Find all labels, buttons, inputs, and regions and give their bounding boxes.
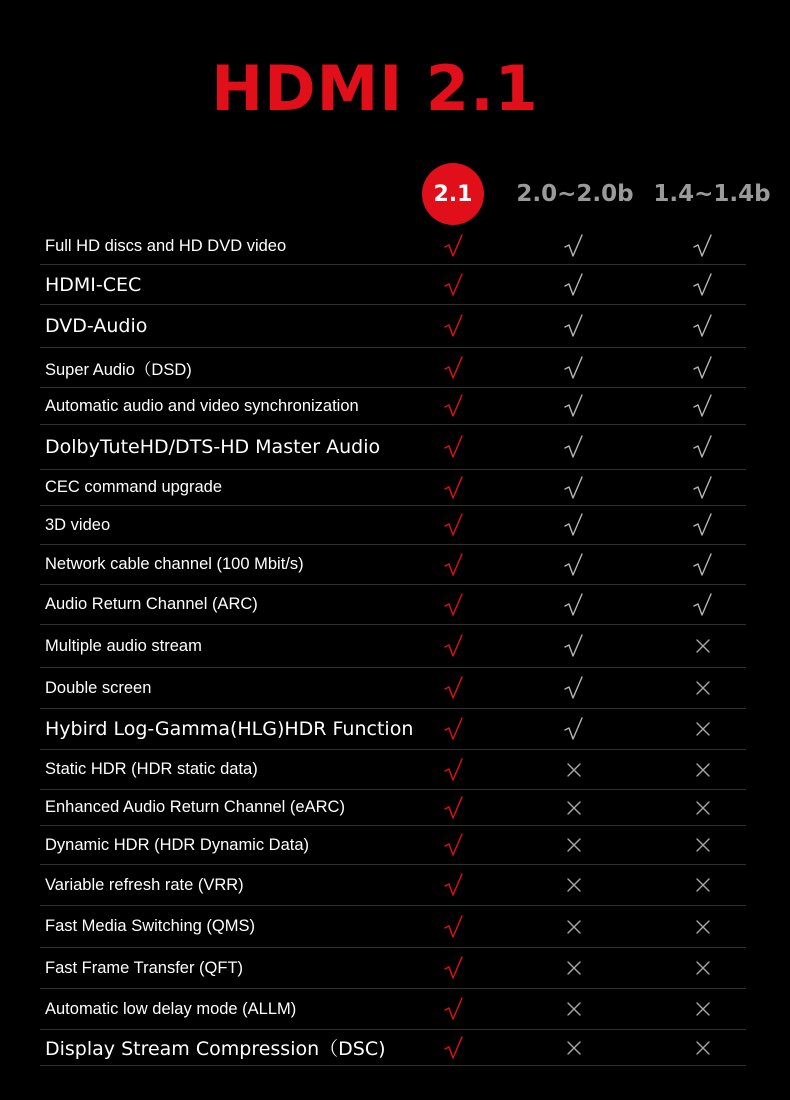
check-icon <box>439 790 469 825</box>
cross-mark-v1-4 <box>695 837 711 853</box>
table-row <box>40 906 746 948</box>
check-icon <box>559 625 589 667</box>
check-mark-v2-0 <box>563 314 585 338</box>
check-mark-v1-4 <box>692 476 714 500</box>
table-row <box>40 545 746 585</box>
check-icon <box>688 506 718 544</box>
check-mark-v2-1 <box>443 915 465 939</box>
cross-icon <box>559 750 589 789</box>
check-icon <box>439 826 469 864</box>
check-icon <box>559 425 589 469</box>
table-row <box>40 709 746 750</box>
check-mark-v2-0 <box>563 435 585 459</box>
cross-mark-v2-0 <box>566 1001 582 1017</box>
check-mark-v2-1 <box>443 1036 465 1060</box>
feature-label: CEC command upgrade <box>45 478 223 496</box>
check-icon <box>439 750 469 789</box>
cross-mark-v1-4 <box>695 1040 711 1056</box>
check-icon <box>559 348 589 387</box>
feature-label: DolbyTuteHD/DTS-HD Master Audio <box>45 436 381 458</box>
check-icon <box>439 585 469 624</box>
check-mark-v1-4 <box>692 356 714 380</box>
table-row <box>40 585 746 625</box>
check-icon <box>688 388 718 424</box>
cross-icon <box>688 709 718 749</box>
feature-label: Fast Media Switching (QMS) <box>45 917 255 935</box>
check-icon <box>688 545 718 584</box>
table-row <box>40 1030 746 1066</box>
cross-mark-v1-4 <box>695 960 711 976</box>
check-mark-v2-1 <box>443 833 465 857</box>
check-mark-v2-1 <box>443 956 465 980</box>
check-icon <box>439 709 469 749</box>
table-row <box>40 948 746 989</box>
check-mark-v2-1 <box>443 435 465 459</box>
check-mark-v2-1 <box>443 873 465 897</box>
check-icon <box>688 470 718 505</box>
check-icon <box>439 425 469 469</box>
feature-label: Fast Frame Transfer (QFT) <box>45 958 244 977</box>
check-icon <box>439 470 469 505</box>
feature-label: Super Audio（DSD) <box>45 360 192 379</box>
cross-mark-v2-0 <box>566 877 582 893</box>
check-mark-v2-1 <box>443 758 465 782</box>
column-header-2-0: 2.0~2.0b <box>516 181 634 207</box>
cross-mark-v2-0 <box>566 837 582 853</box>
check-mark-v1-4 <box>692 273 714 297</box>
cross-icon <box>559 948 589 988</box>
page-title: HDMI 2.1 <box>211 52 539 125</box>
check-icon <box>559 506 589 544</box>
cross-icon <box>688 1030 718 1065</box>
table-row <box>40 989 746 1030</box>
check-icon <box>688 585 718 624</box>
cross-icon <box>559 826 589 864</box>
check-mark-v2-1 <box>443 234 465 258</box>
feature-label: Display Stream Compression（DSC) <box>45 1038 386 1060</box>
feature-label: 3D video <box>45 515 111 534</box>
check-mark-v2-0 <box>563 513 585 537</box>
cross-mark-v1-4 <box>695 800 711 816</box>
table-row <box>40 348 746 388</box>
feature-label: Dynamic HDR (HDR Dynamic Data) <box>45 835 310 854</box>
check-icon <box>439 506 469 544</box>
check-mark-v1-4 <box>692 394 714 418</box>
check-mark-v1-4 <box>692 553 714 577</box>
cross-icon <box>688 750 718 789</box>
check-mark-v2-1 <box>443 997 465 1021</box>
feature-label: Double screen <box>45 678 152 697</box>
table-row <box>40 790 746 826</box>
check-mark-v2-1 <box>443 634 465 658</box>
cross-icon <box>688 989 718 1029</box>
check-icon <box>688 425 718 469</box>
cross-mark-v2-0 <box>566 762 582 778</box>
check-mark-v2-0 <box>563 356 585 380</box>
check-icon <box>439 906 469 947</box>
check-icon <box>688 265 718 304</box>
check-icon <box>439 228 469 264</box>
feature-label: Audio Return Channel (ARC) <box>45 595 258 613</box>
table-row <box>40 625 746 668</box>
table-row <box>40 425 746 470</box>
check-mark-v2-0 <box>563 717 585 741</box>
check-icon <box>688 348 718 387</box>
version-badge: 2.1 <box>422 163 484 225</box>
check-icon <box>439 305 469 347</box>
check-icon <box>559 709 589 749</box>
check-mark-v2-1 <box>443 676 465 700</box>
check-mark-v2-1 <box>443 513 465 537</box>
feature-label: Automatic audio and video synchronization <box>45 396 359 415</box>
check-mark-v2-0 <box>563 273 585 297</box>
table-row <box>40 388 746 425</box>
check-icon <box>559 265 589 304</box>
check-icon <box>559 585 589 624</box>
check-mark-v1-4 <box>692 513 714 537</box>
check-icon <box>559 228 589 264</box>
cross-icon <box>688 668 718 708</box>
feature-label: Static HDR (HDR static data) <box>45 760 258 778</box>
check-icon <box>439 1030 469 1065</box>
feature-label: Automatic low delay mode (ALLM) <box>45 999 297 1018</box>
cross-icon <box>688 948 718 988</box>
feature-label: Network cable channel (100 Mbit/s) <box>45 555 304 573</box>
check-icon <box>559 668 589 708</box>
table-row <box>40 826 746 865</box>
column-header-1-4: 1.4~1.4b <box>653 181 771 207</box>
cross-mark-v1-4 <box>695 762 711 778</box>
check-icon <box>439 348 469 387</box>
table-row <box>40 305 746 348</box>
check-icon <box>559 388 589 424</box>
check-mark-v2-0 <box>563 476 585 500</box>
check-mark-v2-1 <box>443 717 465 741</box>
check-mark-v2-1 <box>443 593 465 617</box>
feature-label: Variable refresh rate (VRR) <box>45 875 244 894</box>
cross-mark-v2-0 <box>566 919 582 935</box>
cross-mark-v2-0 <box>566 800 582 816</box>
check-mark-v2-1 <box>443 553 465 577</box>
cross-mark-v1-4 <box>695 680 711 696</box>
check-mark-v2-1 <box>443 314 465 338</box>
check-icon <box>439 265 469 304</box>
cross-mark-v2-0 <box>566 960 582 976</box>
feature-label: DVD-Audio <box>45 315 148 337</box>
check-mark-v2-0 <box>563 593 585 617</box>
cross-icon <box>688 625 718 667</box>
feature-label: HDMI-CEC <box>45 273 142 296</box>
check-mark-v1-4 <box>692 314 714 338</box>
check-icon <box>439 989 469 1029</box>
check-mark-v2-0 <box>563 234 585 258</box>
check-mark-v1-4 <box>692 435 714 459</box>
table-row <box>40 265 746 305</box>
check-icon <box>439 388 469 424</box>
check-mark-v2-0 <box>563 553 585 577</box>
cross-icon <box>559 865 589 905</box>
cross-mark-v2-0 <box>566 1040 582 1056</box>
check-mark-v2-0 <box>563 394 585 418</box>
cross-icon <box>559 906 589 947</box>
table-row <box>40 506 746 545</box>
check-mark-v2-0 <box>563 676 585 700</box>
cross-icon <box>688 906 718 947</box>
cross-mark-v1-4 <box>695 919 711 935</box>
table-row <box>40 228 746 265</box>
cross-mark-v1-4 <box>695 721 711 737</box>
check-mark-v2-0 <box>563 634 585 658</box>
check-icon <box>688 228 718 264</box>
cross-mark-v1-4 <box>695 638 711 654</box>
cross-icon <box>688 826 718 864</box>
check-mark-v1-4 <box>692 234 714 258</box>
cross-icon <box>559 989 589 1029</box>
check-icon <box>439 625 469 667</box>
feature-label: Multiple audio stream <box>45 636 202 655</box>
cross-icon <box>559 1030 589 1065</box>
table-row <box>40 750 746 790</box>
check-icon <box>439 865 469 905</box>
check-icon <box>559 545 589 584</box>
check-icon <box>559 305 589 347</box>
table-row <box>40 668 746 709</box>
feature-label: Full HD discs and HD DVD video <box>45 236 287 255</box>
cross-icon <box>559 790 589 825</box>
table-row <box>40 865 746 906</box>
check-icon <box>439 668 469 708</box>
check-mark-v2-1 <box>443 476 465 500</box>
check-icon <box>688 305 718 347</box>
check-icon <box>439 545 469 584</box>
cross-icon <box>688 790 718 825</box>
cross-mark-v1-4 <box>695 877 711 893</box>
table-row <box>40 470 746 506</box>
check-mark-v2-1 <box>443 273 465 297</box>
cross-icon <box>688 865 718 905</box>
check-icon <box>559 470 589 505</box>
feature-label: Enhanced Audio Return Channel (eARC) <box>45 798 345 816</box>
version-header <box>0 162 790 226</box>
feature-label: Hybird Log-Gamma(HLG)HDR Function <box>45 718 414 740</box>
check-mark-v1-4 <box>692 593 714 617</box>
check-mark-v2-1 <box>443 796 465 820</box>
cross-mark-v1-4 <box>695 1001 711 1017</box>
check-mark-v2-1 <box>443 394 465 418</box>
check-mark-v2-1 <box>443 356 465 380</box>
check-icon <box>439 948 469 988</box>
column-header-2-1 <box>422 162 484 226</box>
